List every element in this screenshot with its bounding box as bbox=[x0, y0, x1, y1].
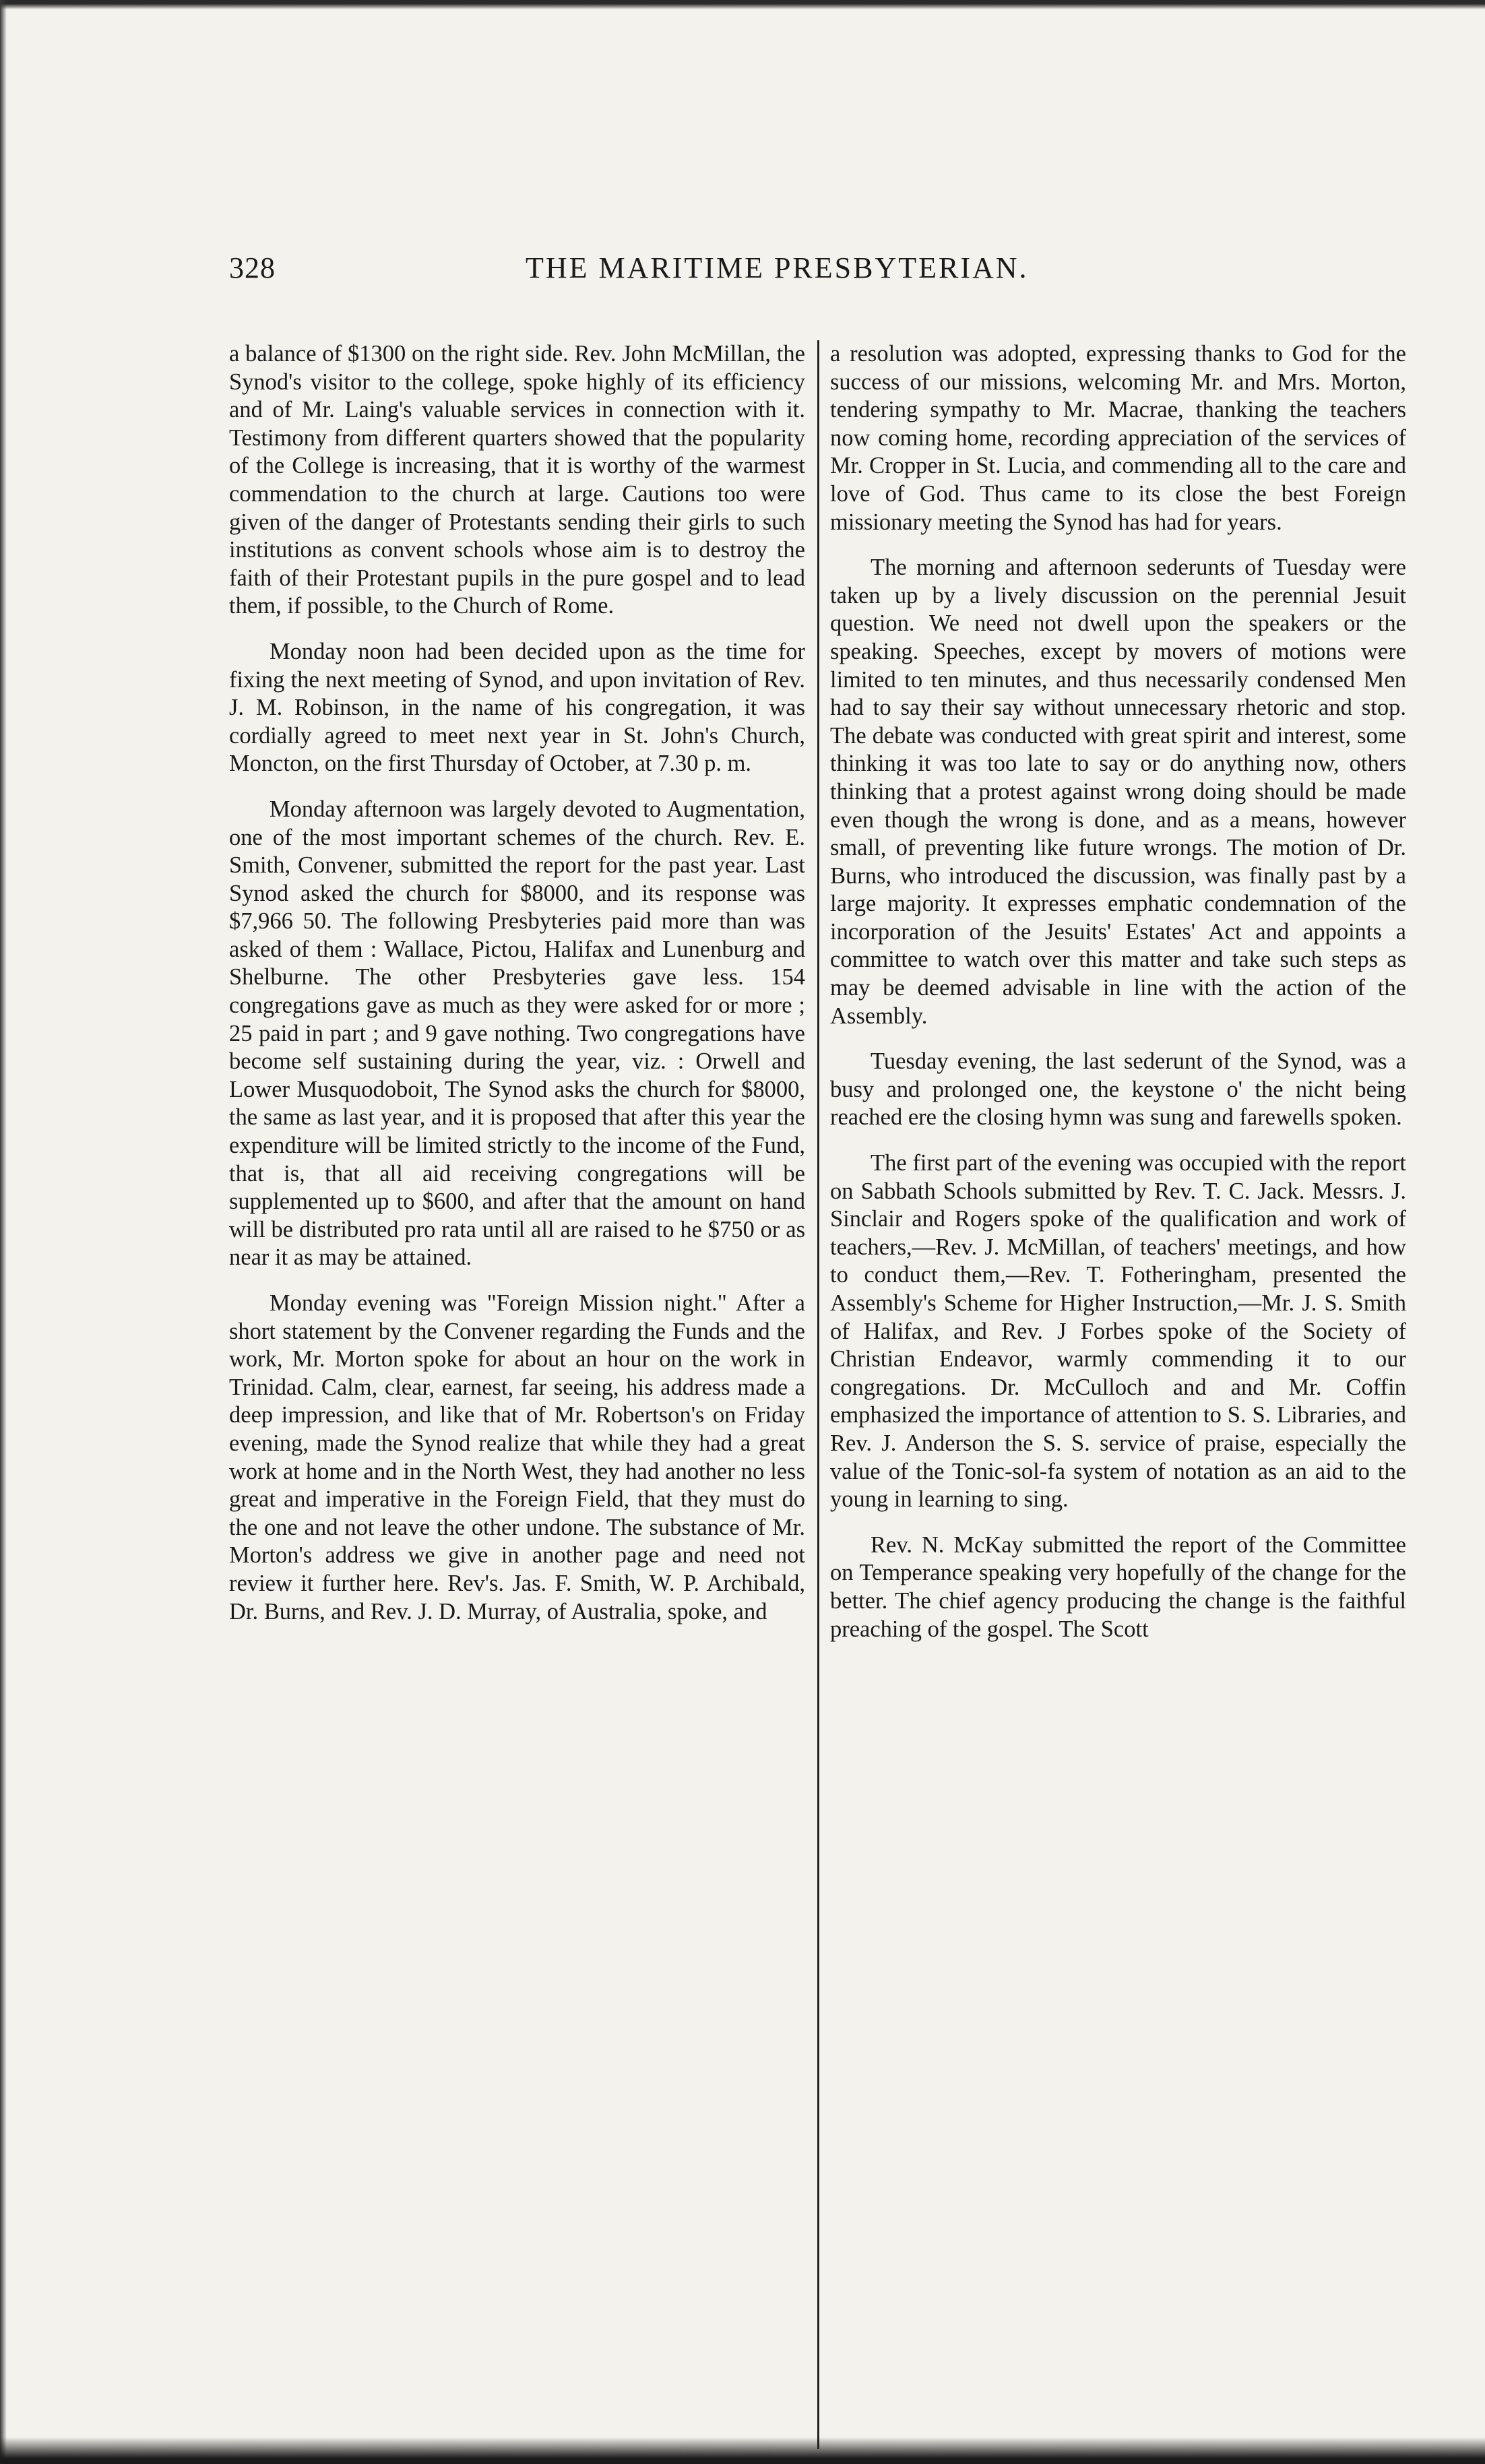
paragraph: Monday afternoon was largely devoted to Augmentation, one of the most important schemes of the church. Rev. E. Smith, Convener, submitted the report for the past year. Last Synod asked the church for $8000, and its response was $7,966 50. The following Presbyteries paid more than was asked of them : Wallace, Pictou, Halifax and Lunenburg and Shelburne. The other Presbyteries gave less. 154 congregations gave as much as they were asked for or more ; 25 paid in part ; and 9 gave nothing. Two congregations have become self sustaining during the year, viz. : Orwell and Lower Musquodoboit, The Synod asks the church for $8000, the same as last year, and it is proposed that after this year the expenditure will be limited strictly to the income of the Fund, that is, that all aid receiving congregations will be supplemented up to $600, and after that the amount on hand will be distributed pro rata until all are raised to he $750 or as near it as may be attained. bbox=[229, 796, 805, 1271]
paragraph: Rev. N. McKay submitted the report of the Committee on Temperance speaking very hopefully of the change for the better. The chief agency producing the change is the faithful preaching of the gospel. The Scott bbox=[830, 1531, 1406, 1642]
scan-edge-left bbox=[0, 0, 7, 2464]
paragraph: a resolution was adopted, expressing thanks to God for the success of our missions, welcoming Mr. and Mrs. Morton, tendering sympathy to Mr. Macrae, thanking the teachers now coming home, recording appreciation of the services of Mr. Cropper in St. Lucia, and commending all to the care and love of God. Thus came to its close the best Foreign missionary meeting the Synod has had for years. bbox=[830, 341, 1406, 535]
scan-edge-bottom bbox=[0, 2437, 1485, 2464]
column-divider bbox=[817, 340, 819, 2449]
scan-edge-top bbox=[0, 0, 1485, 9]
paragraph: Tuesday evening, the last sederunt of the Synod, was a busy and prolonged one, the keystone o' the nicht being reached ere the closing hymn was sung and farewells spoken. bbox=[830, 1048, 1406, 1131]
page-number: 328 bbox=[229, 251, 276, 284]
paragraph: a balance of $1300 on the right side. Rev. John McMillan, the Synod's visitor to the college, spoke highly of its efficiency and of Mr. Laing's valuable services in connection with it. Testimony from different quarters showed that the popularity of the College is increasing, that it is worthy of the warmest commendation to the church at large. Cautions too were given of the danger of Protestants sending their girls to such institutions as convent schools whose aim is to destroy the faith of their Protestant pupils in the pure gospel and to lead them, if possible, to the Church of Rome. bbox=[229, 341, 805, 619]
page-header bbox=[229, 251, 1428, 291]
running-title: THE MARITIME PRESBYTERIAN. bbox=[526, 251, 1029, 284]
paragraph: The morning and afternoon sederunts of Tuesday were taken up by a lively discussion on the perennial Jesuit question. We need not dwell upon the speakers or the speaking. Speeches, except by movers of motions were limited to ten minutes, and thus necessarily condensed Men had to say their say without unnecessary rhetoric and stop. The debate was conducted with great spirit and interest, some thinking it was too late to say or do anything now, others thinking that a protest against wrong doing should be made even though the wrong is done, and as a means, however small, of preventing like future wrongs. The motion of Dr. Burns, who introduced the discussion, was finally past by a large majority. It expresses emphatic condemnation of the incorporation of the Jesuits' Estates' Act and appoints a committee to watch over this matter and take such steps as may be deemed advisable in line with the action of the Assembly. bbox=[830, 555, 1406, 1029]
paragraph: Monday noon had been decided upon as the time for fixing the next meeting of Synod, and upon invitation of Rev. J. M. Robinson, in the name of his congregation, it was cordially agreed to meet next year in St. John's Church, Moncton, on the first Thursday of October, at 7.30 p. m. bbox=[229, 638, 805, 777]
paragraph: Monday evening was "Foreign Mission night." After a short statement by the Convener regarding the Funds and the work, Mr. Morton spoke for about an hour on the work in Trinidad. Calm, clear, earnest, far seeing, his address made a deep impression, and like that of Mr. Robertson's on Friday evening, made the Synod realize that while they had a great work at home and in the North West, they had another no less great and imperative in the Foreign Field, that they must do the one and not leave the other undone. The substance of Mr. Morton's address we give in another page and need not review it further here. Rev's. Jas. F. Smith, W. P. Archibald, Dr. Burns, and Rev. J. D. Murray, of Australia, spoke, and bbox=[229, 1290, 805, 1624]
left-column bbox=[229, 340, 805, 1643]
right-column bbox=[830, 340, 1406, 1661]
paragraph: The first part of the evening was occupied with the report on Sabbath Schools submitted by Rev. T. C. Jack. Messrs. J. Sinclair and Rogers spoke of the qualification and work of teachers,—Rev. J. McMillan, of teachers' meetings, and how to conduct them,—Rev. T. Fotheringham, presented the Assembly's Scheme for Higher Instruction,—Mr. J. S. Smith of Halifax, and Rev. J Forbes spoke of the Society of Christian Endeavor, warmly commending it to our congregations. Dr. McCulloch and and Mr. Coffin emphasized the importance of attention to S. S. Libraries, and Rev. J. Anderson the S. S. service of praise, especially the value of the Tonic-sol-fa system of notation as an aid to the young in learning to sing. bbox=[830, 1150, 1406, 1513]
